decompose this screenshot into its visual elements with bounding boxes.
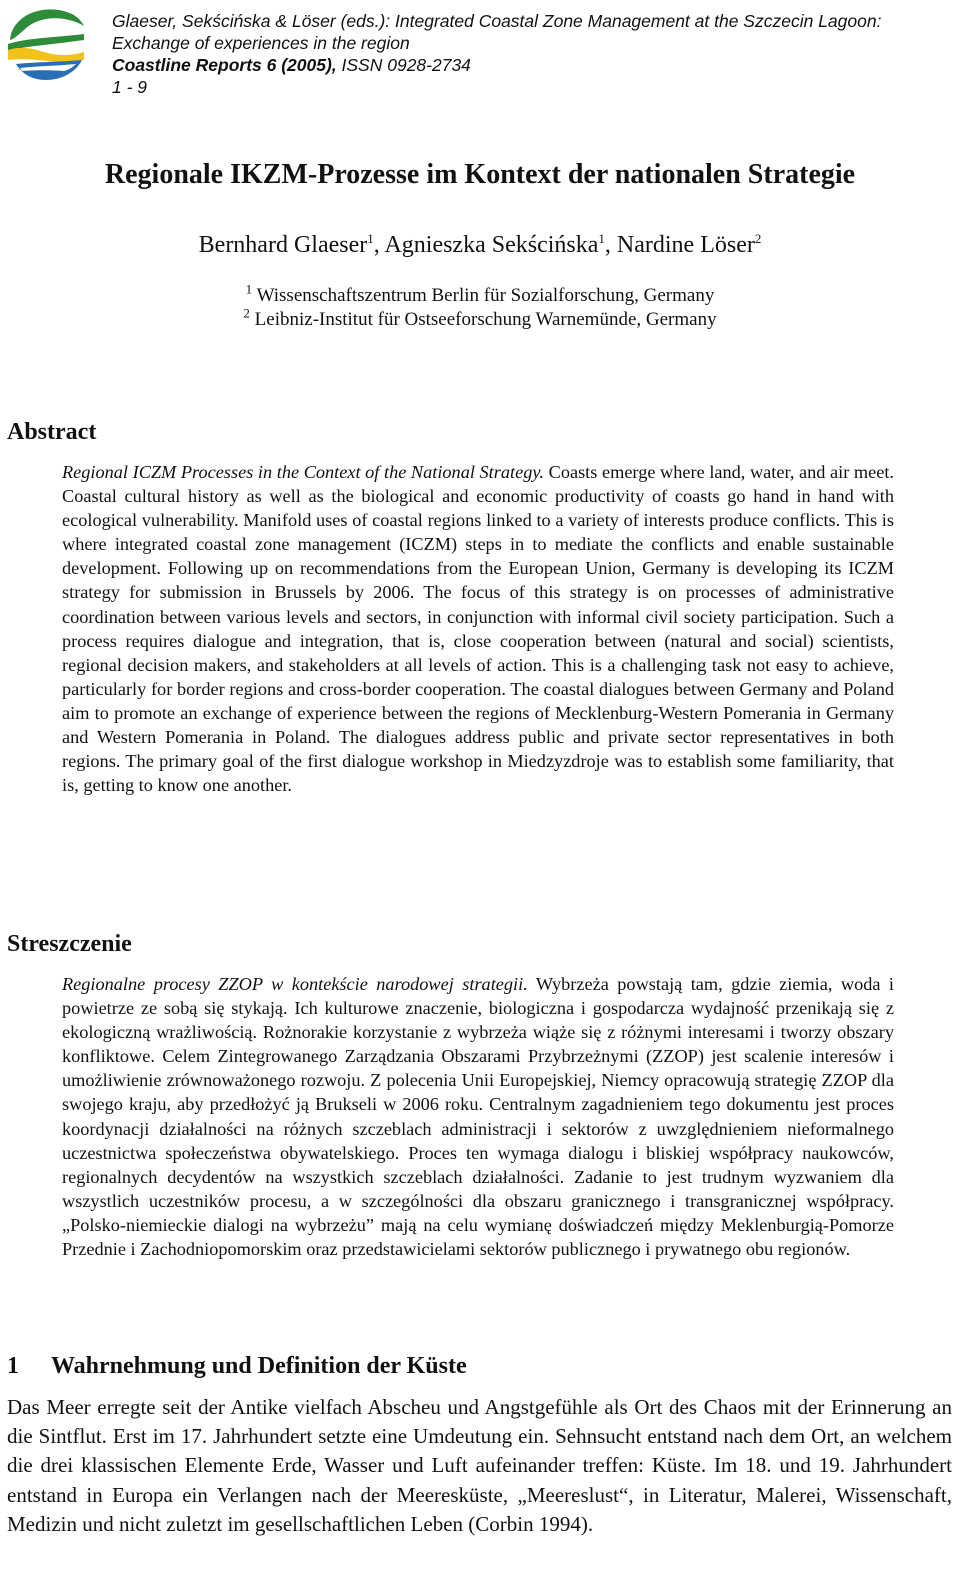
- header-line-3: [112, 54, 952, 76]
- logo-green-band: [8, 34, 84, 50]
- publication-header: [112, 10, 952, 98]
- affiliation-text: Leibniz-Institut für Ostseeforschung Warnemünde, Germany: [254, 309, 717, 330]
- series-name: Coastline Reports 6 (2005),: [112, 55, 337, 75]
- section-heading: [7, 1353, 467, 1380]
- abstract-text: [62, 460, 894, 797]
- header-line-2: Exchange of experiences in the region: [112, 33, 410, 53]
- affiliation-number: 1: [245, 281, 253, 297]
- affiliation-marker: 1: [367, 231, 374, 246]
- affiliation: [0, 281, 960, 307]
- section-body: Das Meer erregte seit der Antike vielfach Abscheu und Angstgefühle als Ort des Chaos mit der Erinnerung an die Sintflut. Erst im 17. Jahrhundert setzte eine Umdeutung ein. Sehnsucht entstand nach dem Ort, an welchem die drei klassischen Elemente Erde, Wasser und Luft aufeinander treffen: Küste. Im 18. und 19. Jahrhundert entstand in Europa ein Verlangen nach der Meeresküste, „Meereslust“, in Literatur, Malerei, Wissenschaft, Medizin und nicht zuletzt im gesellschaftlichen Leben (Corbin 1994).: [7, 1395, 952, 1536]
- abstract-heading: Abstract: [7, 419, 97, 445]
- streszczenie-title: Regionalne procesy ZZOP w kontekście narodowej strategii.: [62, 974, 528, 994]
- abstract-body: Coasts emerge where land, water, and air meet. Coastal cultural history as well as the biological and economic productivity of coasts go hand in hand with ecological vulnerability. Manifold uses of coastal regions linked to a variety of interests produce conflicts. This is where integrated coastal zone management (ICZM) steps in to mediate the conflicts and enable sustainable development. Following up on recommendations from the European Union, Germany is developing its ICZM strategy for submission in Brussels by 2006. The focus of this strategy is on processes of administrative coordination between various levels and sectors, in conjunction with informal civil society participation. Such a process requires dialogue and integration, that is, close cooperation between (natural and social) scientists, regional decision makers, and stakeholders at all levels of action. This is a challenging task not easy to achieve, particularly for border regions and cross-border cooperation. The coastal dialogues between Germany and Poland aim to promote an exchange of experience between the regions of Mecklenburg-Western Pomerania in Germany and Western Pomerania in Poland. The dialogues address public and private sector representatives in both regions. The primary goal of the first dialogue workshop in Miedzyzdroje was to establish some familiarity, that is, getting to know one another.: [62, 462, 894, 796]
- paper-title: Regionale IKZM-Prozesse im Kontext der nationalen Strategie: [104, 159, 856, 190]
- coastline-logo: [6, 4, 86, 80]
- affiliation-number: 2: [243, 305, 250, 321]
- section-title: Wahrnehmung und Definition der Küste: [51, 1353, 467, 1379]
- header-line-1: Glaeser, Sekścińska & Löser (eds.): Integrated Coastal Zone Management at the Szczecin Lagoon:: [112, 11, 882, 31]
- affiliation-marker: 2: [754, 231, 762, 246]
- author-separator: ,: [373, 232, 385, 258]
- author-name: Agnieszka Sekścińska: [384, 232, 599, 258]
- author-separator: ,: [604, 232, 617, 258]
- author-name: Nardine Löser: [616, 232, 755, 258]
- header-pages: 1 - 9: [112, 77, 148, 97]
- affiliation-marker: 1: [598, 231, 605, 246]
- author-list: [0, 232, 960, 259]
- affiliation: [0, 305, 960, 331]
- streszczenie-body: Wybrzeża powstają tam, gdzie ziemia, woda i powietrze ze sobą się stykają. Ich kulturowe znaczenie, biologiczna i gospodarcza wydajność przenikają się z ekologiczną wrażliwością. Rożnorakie korzystanie z wybrzeża wiąże się z różnymi interesami i tworzy obszary konfliktowe. Celem Zintegrowanego Zarządzania Obszarami Przybrzeżnymi (ZZOP) jest scalenie interesów i umożliwienie zrównoważonego rozwoju. Z polecenia Unii Europejskiej, Niemcy opracowują strategię ZZOP dla swojego kraju, aby przedłożyć ją Brukseli w 2006 roku. Centralnym zagadnieniem tego dokumentu jest proces koordynacji działalności na różnych szczeblach administracji i sektorów z uwzględnieniem nieformalnego uczestnictwa społeczeństwa obywatelskiego. Proces ten wymaga dialogu i bliskiej współpracy naukowców, regionalnych decydentów na wszystkich szczeblach działalności. Zadanie to jest trudnym wyzwaniem dla wszystlich uczestników procesu, a w szczególności dla obszaru granicznego i transgranicznej współpracy. „Polsko-niemieckie dialogi na wybrzeżu” mają na celu wymianę doświadczeń między Meklenburgią-Pomorze Przednie i Zachodniopomorskim oraz przedstawicielami sektorów publicznego i prywatnego obu regionów.: [62, 974, 894, 1260]
- streszczenie-text: [62, 972, 894, 1261]
- logo-yellow-land: [8, 48, 84, 62]
- issn: ISSN 0928-2734: [336, 55, 471, 75]
- author-name: Bernhard Glaeser: [198, 232, 368, 258]
- abstract-title: Regional ICZM Processes in the Context of the National Strategy.: [62, 462, 545, 482]
- streszczenie-heading: Streszczenie: [7, 931, 132, 957]
- affiliation-text: Wissenschaftszentrum Berlin für Sozialforschung, Germany: [256, 285, 715, 306]
- section-number: 1: [7, 1353, 19, 1379]
